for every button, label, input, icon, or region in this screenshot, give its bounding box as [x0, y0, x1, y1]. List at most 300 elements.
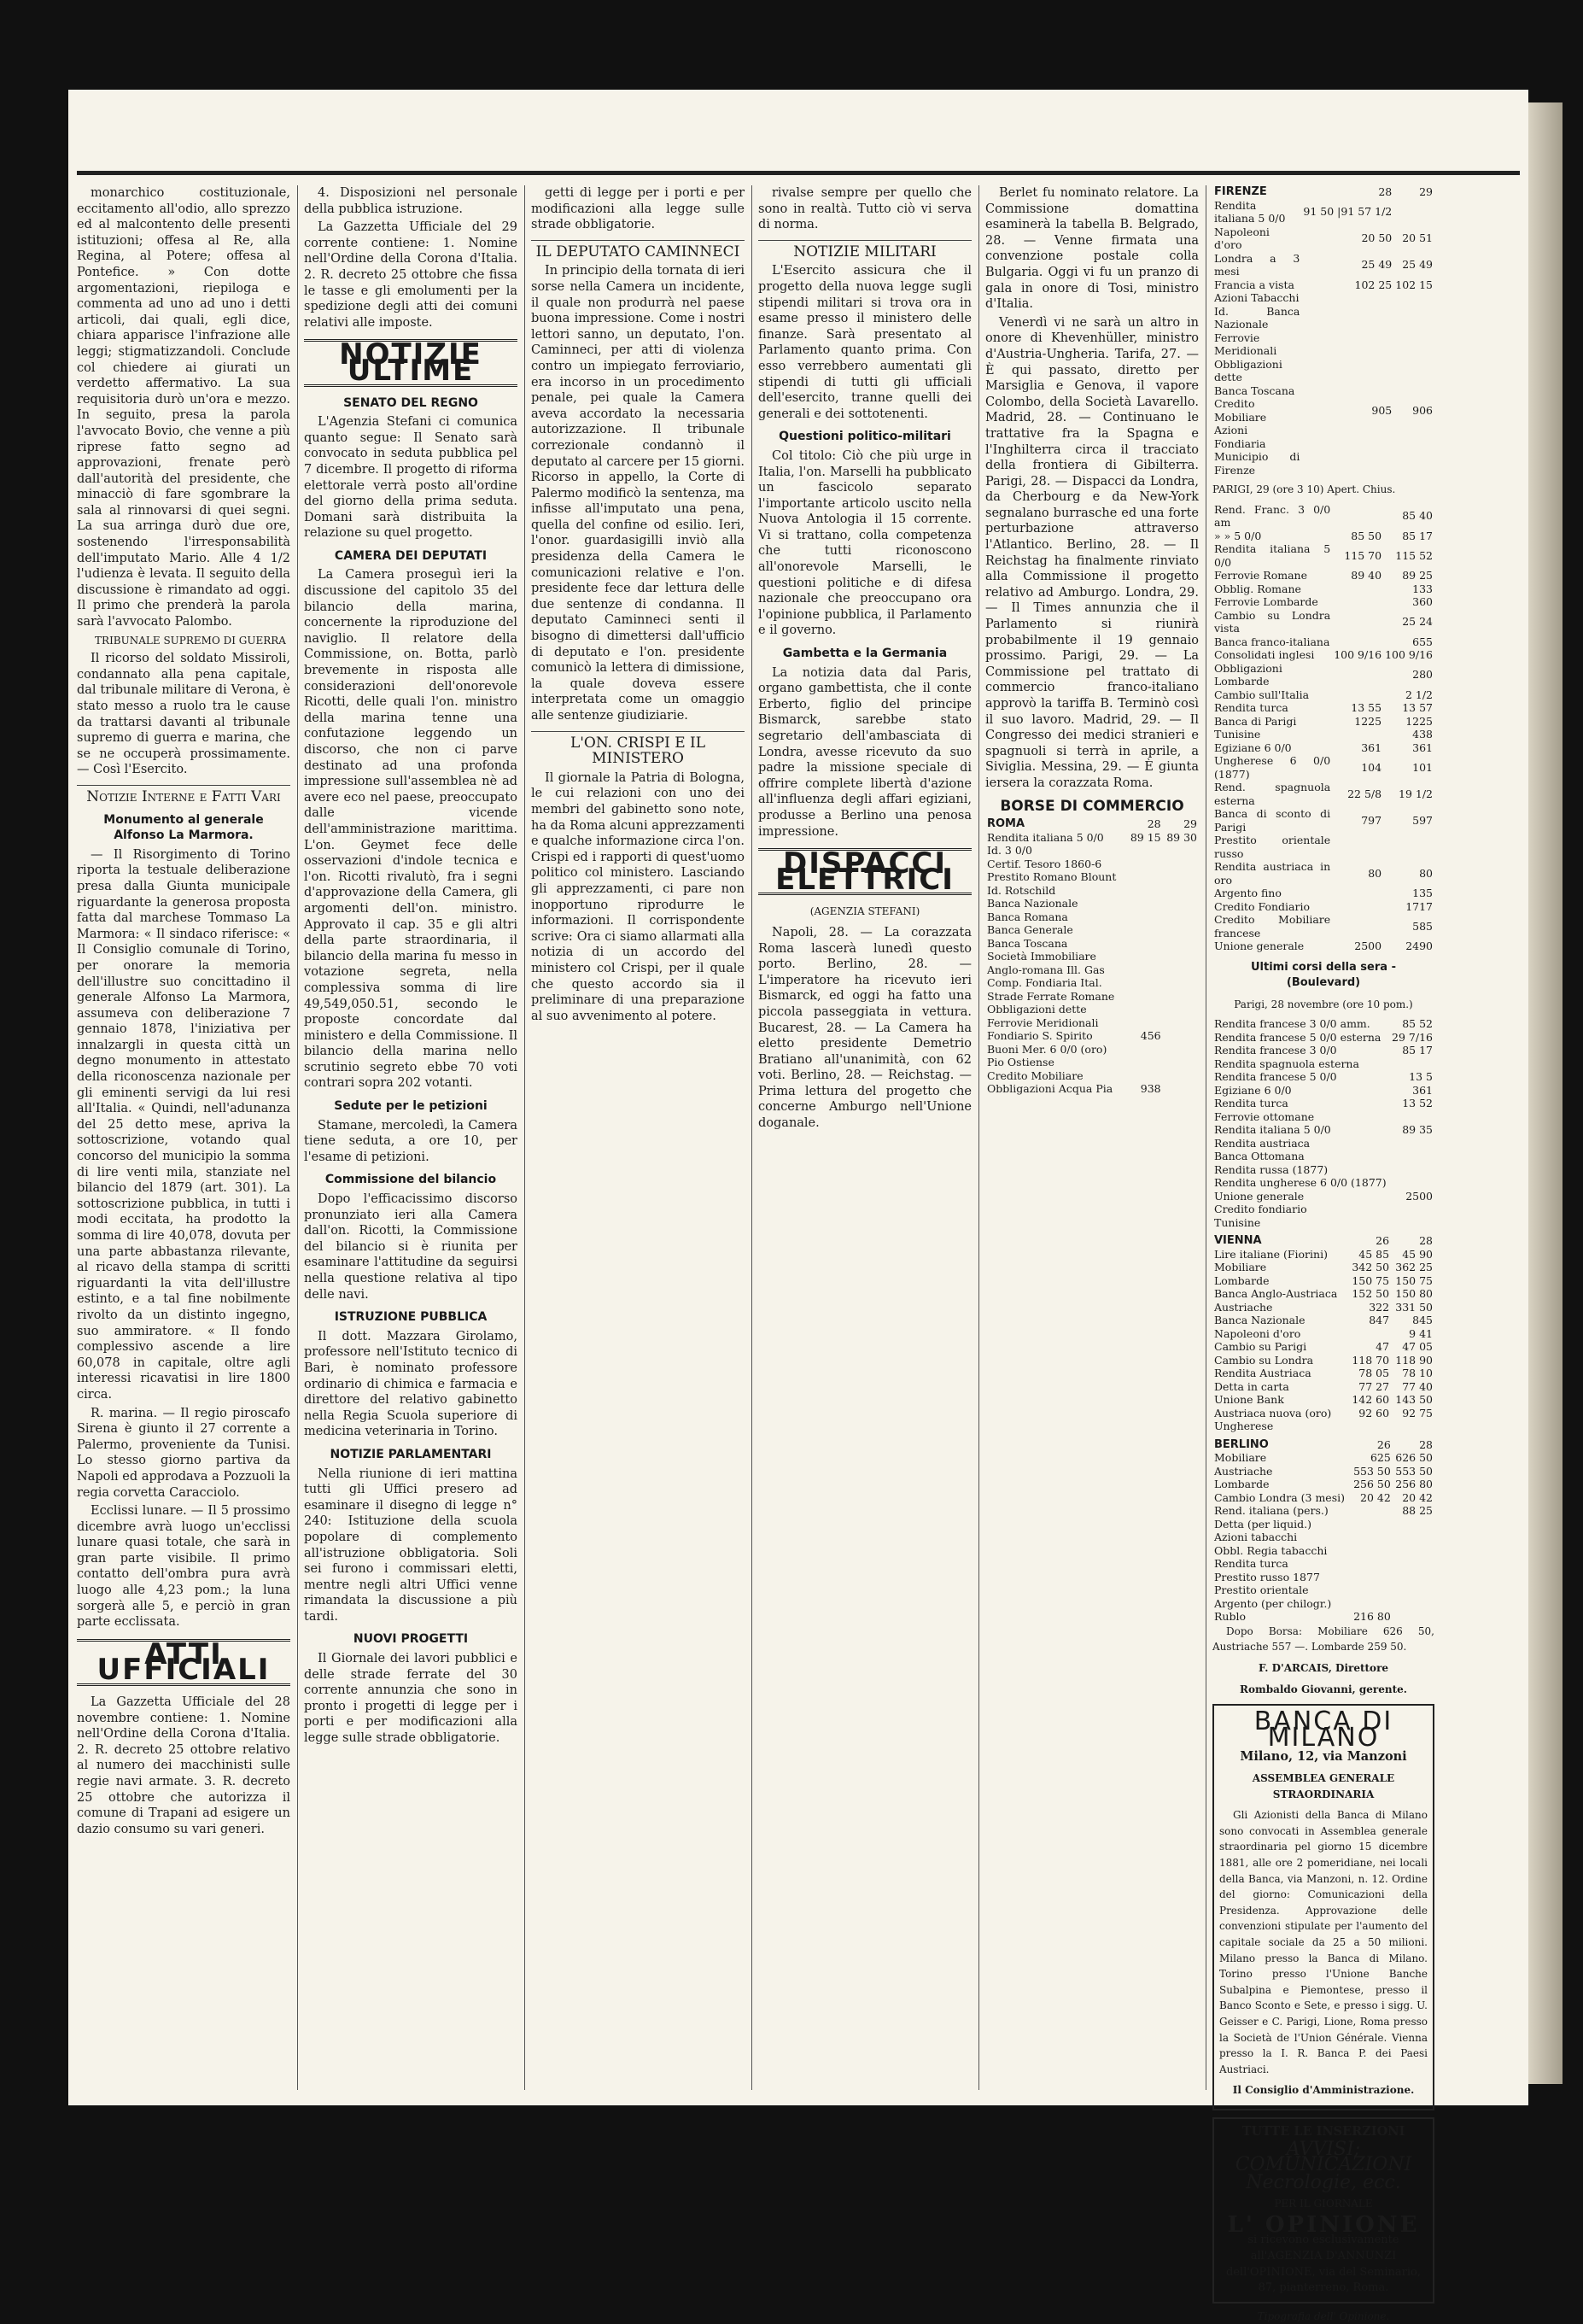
row-value: 626 50 — [1395, 1451, 1433, 1465]
row-label: Rendita austriaca — [1214, 1136, 1311, 1150]
row-value: 280 — [1412, 668, 1433, 682]
row-label: Credito Mobiliare — [1214, 397, 1267, 424]
row-value: 19 1/2 — [1399, 787, 1433, 800]
row-label: Prestito orientale — [1214, 1583, 1309, 1597]
table-date: 26 — [1376, 1234, 1390, 1248]
row-label: Rendita francese 5 0/0 esterna — [1214, 1030, 1381, 1044]
row-value — [1163, 910, 1199, 924]
table-row — [1212, 1367, 1434, 1380]
row-value: 361 — [1412, 1083, 1433, 1097]
row-label: Rendita italiana 5 0/0 — [1214, 1123, 1331, 1137]
table-row — [1212, 530, 1434, 543]
row-value: 322 — [1369, 1300, 1390, 1314]
banca-title: BANCA DI MILANO — [1253, 1706, 1393, 1753]
col2-bilancio-text: Dopo l'efficacissimo discorso pronunziato ieri alla Camera dall'on. Ricotti, la Commissione del bilancio si è riunita per esaminare l'attitudine da seguirsi nella questione relativa al tipo delle navi. — [304, 1192, 517, 1302]
table-row — [1212, 1287, 1434, 1301]
banca-address: Milano, 12, via Manzoni — [1240, 1749, 1407, 1765]
ultimi-corsi-date: Parigi, 28 novembre (ore 10 pom.) — [1234, 998, 1413, 1010]
row-value — [1332, 728, 1383, 741]
row-value: 13 57 — [1402, 701, 1433, 715]
table-row — [1212, 1017, 1434, 1031]
row-value: 553 50 — [1395, 1464, 1433, 1478]
row-value: 597 — [1412, 813, 1433, 827]
table-row — [1212, 1216, 1434, 1230]
table-row — [1212, 1261, 1434, 1274]
row-value: 20 42 — [1360, 1490, 1391, 1504]
col1-marina-text: R. marina. — Il regio piroscafo Sirena è giunto il 27 corrente a Palermo, proveniente da Tunisi. Lo stesso giorno partiva da Napoli ed approdava a Pozzuoli la regia corvetta Caracciolo. — [77, 1406, 290, 1500]
row-value — [1301, 384, 1393, 398]
table-row — [1212, 728, 1434, 741]
table-row — [1212, 900, 1434, 914]
row-value: 77 40 — [1402, 1379, 1433, 1393]
row-value: 20 50 — [1361, 231, 1393, 245]
table-row — [1212, 1518, 1434, 1531]
row-label: Obbligazioni dette — [1214, 357, 1282, 383]
col2-senato-text: L'Agenzia Stefani ci comunica quanto segue: Il Senato sarà convocato in seduta pubblica pel 7 dicembre. Il progetto di riforma elettorale verrà posto all'ordine del giorno della prima seduta. Domani sarà distribuita la relazione su quel progetto. — [304, 415, 517, 541]
row-value — [1126, 858, 1162, 871]
row-label: Prestito Romano Blount — [987, 870, 1117, 884]
row-label: Egiziane 6 0/0 — [1214, 1083, 1292, 1097]
row-value — [1126, 870, 1162, 884]
row-label: Azioni Tabacchi — [1214, 291, 1300, 304]
row-value — [1393, 331, 1434, 358]
row-value — [1301, 291, 1393, 305]
row-label: Obbligazioni Lombarde — [1214, 661, 1282, 688]
row-value: 456 — [1140, 1029, 1161, 1043]
row-value: 100 9/16 — [1334, 648, 1382, 662]
row-label: Credito Mobiliare francese — [1214, 913, 1331, 940]
deputato-heading: IL DEPUTATO CAMINNECI — [531, 240, 745, 260]
row-value — [1332, 635, 1383, 649]
row-value — [1163, 990, 1199, 1004]
notizie-militari-heading: NOTIZIE MILITARI — [758, 240, 972, 260]
row-label: Banca Toscana — [1214, 383, 1295, 397]
row-value — [1390, 1110, 1434, 1124]
row-label: Credito fondiario — [1214, 1203, 1307, 1216]
table-row — [1212, 278, 1434, 292]
table-row — [985, 1056, 1199, 1069]
row-value: 89 35 — [1402, 1123, 1433, 1137]
table-row — [1212, 1123, 1434, 1137]
col2-camera-text: La Camera proseguì ieri la discussione del capitolo 35 del bilancio della marina, concernente la riproduzione del naviglio. Il relatore della Commissione, on. Botta, parlò brevemente in risposta alle considerazioni dell'onorevole Ricotti, delle quali l'on. ministro della marina tenne una confutazione leggendo un discorso, che non ci parve destinato ad una profonda impressione sull'assemblea nè ad avere eco nel paese, preoccupato dalle vicende dell'amministrazione marittima. L'on. Geymet fece delle osservazioni d'indole tecnica e l'on. Ricotti rivalutò, fra i segni d'approvazione della Camera, gli argomenti dell'on. ministro. Approvato il cap. 35 e gli altri della parte straordinaria, il bilancio della marina fu messo in votazione segreta, nella complessiva somma di lire 49,549,050.51, secondo le proposte concordate dal ministero e della Commissione. Il bilancio della marina nello scrutinio segreto ebbe 70 voti contrari sopra 202 votanti. — [304, 568, 517, 1091]
row-label: Azioni Fondiaria — [1214, 424, 1266, 450]
inserzioni-avvisi: AVVISI; COMUNICAZIONI — [1235, 2138, 1412, 2176]
inserzioni-per: PER IL GIORNALE — [1274, 2198, 1373, 2210]
col3-crispi-text: Il giornale la Patria di Bologna, le cui relazioni con uno dei membri del gabinetto sono note, ha da Roma alcuni apprezzamenti e qualche informazione circa l'on. Crispi ed i rapporti di quest'uomo politico col ministero. Lasciando gli apprezzamenti, ci pare non inopportuno riprodurre le informazioni. Il corrispondente scrive: Ora ci siamo allarmati alla notizia di un accordo del ministero col Crispi, per il quale che questo accordo sia il preliminare di una preparazione al suo avvenimento al potere. — [531, 770, 745, 1023]
row-label: Tunisine — [1214, 728, 1261, 741]
col2-parlamentari-text: Nella riunione di ieri mattina tutti gli Uffici presero ad esaminare il disegno di legge n° 240: Istituzione della scuola popolare di complemento all'istruzione obbligatoria. Soli sei furono i commissari eletti, mentre negli altri Uffici venne rimandata la discussione a più tardi. — [304, 1466, 517, 1624]
row-label: Rendita Austriaca — [1214, 1367, 1311, 1380]
row-label: Austriaca nuova (oro) — [1214, 1406, 1332, 1420]
row-value: 1225 — [1354, 714, 1382, 728]
gerente: Rombaldo Giovanni, gerente. — [1240, 1683, 1407, 1695]
table-row — [1212, 1491, 1434, 1505]
opinione-title: L' OPINIONE — [1227, 2211, 1420, 2238]
row-value — [1351, 1597, 1393, 1611]
table-row — [1212, 834, 1434, 860]
row-value: 797 — [1361, 813, 1382, 827]
row-value — [1393, 358, 1434, 384]
row-value — [1163, 937, 1199, 951]
table-row — [985, 870, 1199, 884]
row-label: Tunisine — [1214, 1215, 1261, 1229]
table-row — [1212, 397, 1434, 424]
table-row — [1212, 1031, 1434, 1045]
row-value: 47 — [1376, 1340, 1390, 1354]
row-label: Lire italiane (Fiorini) — [1214, 1247, 1328, 1261]
col4-gambetta-text: La notizia data dal Paris, organo gambettista, che il conte Erberto, figlio del principe Bismarck, sarebbe stato segretario dell'ambasciata di Londra, avesse ricevuto da suo padre la missione speciale di offrire complete libertà d'azione all'influenza degli affari egiziani, produsse a Berlino una penosa impressione. — [758, 665, 972, 839]
row-label: Rendita spagnuola esterna — [1214, 1057, 1359, 1070]
column-5 — [985, 185, 1199, 2099]
table-row — [1212, 781, 1434, 807]
table-date: 29 — [1183, 817, 1197, 831]
top-rule — [77, 171, 1520, 175]
table-row — [1212, 1110, 1434, 1124]
row-value — [1351, 1504, 1393, 1518]
col5-dispacci-text: Venerdì vi ne sarà un altro in onore di Khevenhüller, ministro d'Austria-Ungheria. Tarifa, 27. — È qui passato, diretto per Marsiglia e Genova, il vapore Colombo, della Società Lavarello. Madrid, 28. — Continuano le trattative fra la Spagna e l'Inghilterra circa il tracciato della frontiera di Gibilterra. Parigi, 28. — Dispacci da Londra, da Cherbourg e da New-York segnalano burrasche ed una forte perturbazione attraverso l'Atlantico. Berlino, 28. — Il Reichstag ha finalmente rinviato alla Commissione il progetto relativo ad Amburgo. Londra, 29. — Il Times annunzia che il Parlamento si riunirà probabilmente il 19 gennaio prossimo. Parigi, 29. — La Commissione pel trattato di commercio franco-italiano approvò la tariffa B. Terminò così il suo lavoro. Madrid, 29. — Il Congresso dei medici stranieri e spagnuoli si terrà in aprile, a Siviglia. Messina, 29. — È giunta iersera la corazzata Roma. — [985, 315, 1199, 790]
row-value: 78 05 — [1358, 1367, 1390, 1380]
row-value: 1225 — [1405, 714, 1433, 728]
table-row — [1212, 1203, 1434, 1216]
row-value: 115 70 — [1344, 548, 1382, 562]
row-label: Banca Generale — [987, 923, 1073, 937]
table-date: 28 — [1147, 817, 1161, 831]
row-label: Rendita russa (1877) — [1214, 1162, 1329, 1176]
row-value — [1301, 424, 1393, 450]
row-label: Rend. italiana (pers.) — [1214, 1504, 1329, 1518]
row-value — [1390, 1057, 1434, 1071]
table-row — [1212, 1137, 1434, 1150]
petizioni-heading: Sedute per le petizioni — [334, 1099, 488, 1114]
row-label: Obbligazioni Acqua Pia — [987, 1082, 1113, 1096]
questioni-heading: Questioni politico-militari — [779, 430, 951, 444]
row-value: 143 50 — [1395, 1393, 1433, 1407]
table-row — [1212, 648, 1434, 662]
borsa-firenze-table — [1212, 185, 1434, 477]
row-value — [1390, 1216, 1434, 1230]
table-row — [1212, 1393, 1434, 1407]
row-value — [1393, 1531, 1434, 1544]
col1-atti-text: La Gazzetta Ufficiale del 28 novembre contiene: 1. Nomine nell'Ordine della Corona d'Italia. 2. R. decreto 25 ottobre relativo al numero dei macchinisti sulle regie navi armate. 3. R. decreto 25 ottobre che autorizza il comune di Trapani ad esigere un dazio consumo su vari generi. — [77, 1695, 290, 1836]
row-label: Ferrovie Meridionali — [987, 1016, 1099, 1029]
table-row — [985, 1003, 1199, 1016]
row-label: Obbligazioni dette — [987, 1003, 1087, 1016]
row-value: 20 51 — [1402, 231, 1433, 245]
row-value — [1351, 1544, 1393, 1558]
table-row — [1212, 424, 1434, 450]
inserzioni-ad — [1212, 2117, 1434, 2304]
row-label: Fondiario S. Spirito — [987, 1029, 1093, 1043]
row-value — [1301, 450, 1393, 477]
row-label: Rendita francese 3 0/0 — [1214, 1044, 1337, 1057]
column-rule — [978, 185, 979, 2090]
row-value — [1332, 887, 1383, 900]
row-value: 118 90 — [1395, 1353, 1433, 1367]
row-value — [1126, 1056, 1162, 1069]
table-date: 29 — [1419, 185, 1433, 198]
table-row — [985, 1082, 1199, 1096]
table-row — [1212, 582, 1434, 596]
row-label: Ferrovie Lombarde — [1214, 595, 1318, 609]
row-label: Ferrovie Romane — [1214, 569, 1307, 582]
row-label: Rendita austriaca in oro — [1214, 860, 1331, 887]
tipografia: Tipografia dell' Opinione. — [1257, 2309, 1390, 2322]
row-value — [1126, 963, 1162, 977]
row-value — [1126, 1069, 1162, 1083]
column-rule — [524, 185, 525, 2090]
row-value: 2490 — [1405, 940, 1433, 953]
table-date: 26 — [1376, 1437, 1391, 1451]
row-label: Id. Rotschild — [987, 883, 1056, 897]
assemblea-text: Gli Azionisti della Banca di Milano sono convocati in Assemblea generale straordinaria pel giorno 15 dicembre 1881, alle ore 2 pomeridiane, nei locali della Banca, via Manzoni, n. 12. Ordine del giorno: Comunicazioni della Presidenza. Approvazione delle convenzioni stipulate per l'aumento del capitale sociale da 25 a 50 milioni. Milano presso la Banca di Milano. Torino presso l'Unione Banche Subalpina e Piemontese, presso il Banco Sconto e Sete, e presso i sigg. U. Geisser e C. Parigi, Lione, Roma presso la Società de l'Union Générale. Vienna presso la I. R. Banca P. dei Paesi Austriaci. — [1219, 1809, 1428, 2075]
col1-trib-heading: TRIBUNALE SUPREMO DI GUERRA — [95, 634, 286, 647]
row-label: Pio Ostiense — [987, 1056, 1054, 1069]
row-value: 85 52 — [1402, 1017, 1433, 1031]
row-value — [1383, 834, 1434, 860]
row-value: 150 75 — [1395, 1273, 1433, 1287]
row-value — [1393, 291, 1434, 305]
row-value — [1126, 1043, 1162, 1057]
table-row — [1212, 199, 1434, 225]
table-row — [1212, 860, 1434, 887]
row-value: 101 — [1412, 760, 1433, 774]
table-row — [1212, 1544, 1434, 1558]
table-row — [1212, 1314, 1434, 1327]
column-rule — [751, 185, 752, 2090]
assemblea-heading: ASSEMBLEA GENERALE STRAORDINARIA — [1252, 1772, 1395, 1800]
ultimi-corsi-heading: Ultimi corsi della sera - (Boulevard) — [1251, 960, 1396, 990]
row-value — [1163, 897, 1199, 910]
senato-heading: SENATO DEL REGNO — [343, 395, 478, 410]
dopo-borsa: Dopo Borsa: Mobiliare 626 50, Austriache 557 —. Lombarde 259 50. — [1212, 1624, 1434, 1654]
table-row — [1212, 913, 1434, 940]
row-value: 47 05 — [1402, 1340, 1433, 1354]
col4-militari-text: L'Esercito assicura che il progetto della nuova legge sugli stipendi militari si trova ora in esame presso il ministero delle finanze. Sarà presentato al Parlamento quanto prima. Con esso verrebbero aumentati gli stipendi di tutti gli ufficiali dell'esercito, tranne quelli dei generali e dei sottotenenti. — [758, 264, 972, 421]
row-value: 22 5/8 — [1347, 787, 1382, 800]
row-label: Austriache — [1214, 1300, 1273, 1314]
column-4 — [758, 185, 972, 2099]
row-value — [1390, 1137, 1434, 1150]
row-value: 45 85 — [1358, 1247, 1390, 1261]
row-label: Detta in carta — [1214, 1379, 1289, 1393]
row-value — [1393, 1597, 1434, 1611]
nuovi-progetti-heading: NUOVI PROGETTI — [353, 1632, 469, 1647]
table-row — [1212, 1057, 1434, 1071]
row-value: 585 — [1412, 919, 1433, 933]
row-label: Detta (per liquid.) — [1214, 1517, 1312, 1531]
row-label: Banca Romana — [987, 910, 1068, 923]
row-value: 92 75 — [1402, 1406, 1433, 1420]
row-value — [1126, 923, 1162, 937]
row-label: Londra a 3 mesi — [1214, 251, 1300, 278]
row-value: 256 50 — [1353, 1478, 1391, 1491]
column-2 — [304, 185, 517, 2099]
row-label: Banca Toscana — [987, 936, 1068, 950]
table-row — [1212, 807, 1434, 834]
table-row — [985, 1043, 1199, 1057]
row-value — [1393, 1571, 1434, 1584]
row-value: 2 1/2 — [1405, 688, 1433, 701]
table-row — [1212, 1044, 1434, 1057]
table-row — [1212, 887, 1434, 900]
row-label: Ferrovie Meridionali — [1214, 331, 1277, 357]
row-value: 13 5 — [1409, 1070, 1433, 1084]
table-row — [1212, 1301, 1434, 1314]
row-value: 216 80 — [1353, 1610, 1391, 1624]
consiglio: Il Consiglio d'Amministrazione. — [1232, 2084, 1415, 2097]
col2-progetti-text: Il Giornale dei lavori pubblici e delle strade ferrate del 30 corrente annunzia che sono in pronto i progetti di legge per i porti e per modificazioni alla legge sulle strade obbligatorie. — [304, 1652, 517, 1746]
row-label: Rendita turca — [1214, 1557, 1288, 1571]
row-value — [1351, 1583, 1393, 1597]
col1-trib-text: Il ricorso del soldato Missiroli, condannato alla pena capitale, dal tribunale militare di Verona, è stato messo a ruolo tra le cause da trattarsi davanti al tribunale supremo di guerra e marina, che se ne occuperà prossimamente. — Così l'Esercito. — [77, 652, 290, 777]
table-row — [1212, 595, 1434, 609]
table-city: BERLINO — [1214, 1437, 1269, 1451]
row-label: Municipio di Firenze — [1214, 450, 1300, 477]
table-row — [1212, 1610, 1434, 1624]
table-row — [1212, 715, 1434, 729]
row-label: Strade Ferrate Romane — [987, 989, 1115, 1003]
table-row — [1212, 1451, 1434, 1465]
row-value — [1163, 884, 1199, 898]
row-value — [1332, 609, 1383, 635]
row-value: 91 50 |91 57 1/2 — [1303, 205, 1393, 219]
row-value — [1393, 450, 1434, 477]
row-value — [1126, 976, 1162, 990]
row-value — [1347, 1420, 1391, 1433]
row-value: 845 — [1412, 1314, 1433, 1327]
row-label: Banca Anglo-Austriaca — [1214, 1287, 1338, 1301]
row-value: 85 40 — [1402, 509, 1433, 523]
row-value: 142 60 — [1352, 1393, 1390, 1407]
table-row — [1212, 662, 1434, 688]
table-row — [1212, 1340, 1434, 1354]
row-value — [1126, 910, 1162, 924]
col1-eclissi-text: Ecclissi lunare. — Il 5 prossimo dicembre avrà luogo un'ecclissi lunare quasi totale, che sarà in gran parte visibile. Il primo contatto dell'ombra pura avrà luogo alle 4,23 pom.; la luna sorgerà alle 5, e perciò in gran parte ecclissata. — [77, 1504, 290, 1630]
notizie-parlamentari-heading: NOTIZIE PARLAMENTARI — [330, 1447, 492, 1461]
col4-questioni-text: Col titolo: Ciò che più urge in Italia, l'on. Marselli ha pubblicato un fascicolo separato l'importante articolo uscito nella Nuova Antologia il 15 corrente. Vi si trattano, colla competenza che tutti riconoscono all'onorevole Marselli, le questioni politiche e di difesa nazionale che preoccupano ora l'opinione pubblica, il Parlamento e il governo. — [758, 448, 972, 638]
table-row — [1212, 688, 1434, 702]
table-row — [985, 1069, 1199, 1083]
row-label: Argento fino — [1214, 887, 1282, 900]
gambetta-heading: Gambetta e la Germania — [782, 647, 948, 661]
row-label: Ferrovie ottomane — [1214, 1109, 1315, 1123]
row-value — [1332, 900, 1383, 914]
row-value — [1332, 834, 1383, 860]
row-label: Obbl. Regia tabacchi — [1214, 1543, 1328, 1557]
table-row — [1212, 1327, 1434, 1341]
row-value: 85 17 — [1402, 1044, 1433, 1057]
row-label: Comp. Fondiaria Ital. — [987, 976, 1102, 990]
table-row — [985, 923, 1199, 937]
row-value — [1163, 1016, 1199, 1030]
row-label: Cambio su Londra — [1214, 1353, 1314, 1367]
row-value: 625 — [1370, 1451, 1391, 1465]
col2-petizioni-text: Stamane, mercoledì, la Camera tiene seduta, a ore 10, per l'esame di petizioni. — [304, 1118, 517, 1164]
table-row — [1212, 1465, 1434, 1478]
row-value — [1163, 1043, 1199, 1057]
table-row — [1212, 1504, 1434, 1518]
row-value — [1332, 582, 1383, 596]
row-value: 25 24 — [1402, 615, 1433, 629]
table-row — [985, 884, 1199, 898]
atti-ufficiali-heading: ATTI UFFICIALI — [77, 1639, 290, 1686]
istruzione-heading: ISTRUZIONE PUBBLICA — [334, 1310, 488, 1325]
table-row — [985, 976, 1199, 990]
row-value — [1163, 1082, 1199, 1096]
table-row — [1212, 635, 1434, 649]
row-value: 78 10 — [1402, 1367, 1433, 1380]
row-value — [1163, 923, 1199, 937]
row-value: 89 40 — [1351, 569, 1382, 582]
row-value — [1332, 913, 1383, 940]
row-value: 102 25 — [1354, 278, 1393, 291]
row-value: 135 — [1412, 887, 1433, 900]
table-date: 28 — [1419, 1437, 1433, 1451]
row-value — [1126, 1003, 1162, 1016]
row-value: 2500 — [1405, 1189, 1433, 1203]
row-value — [1347, 1327, 1391, 1341]
table-row — [1212, 940, 1434, 953]
borsa-vienna-table — [1212, 1234, 1434, 1433]
row-value — [1393, 424, 1434, 450]
row-value — [1390, 1150, 1434, 1163]
column-1 — [77, 185, 290, 2099]
notizie-ultime-heading: NOTIZIE ULTIME — [304, 339, 517, 386]
row-value: 361 — [1361, 741, 1382, 754]
row-value: 342 50 — [1352, 1261, 1390, 1274]
row-label: » » 5 0/0 — [1214, 529, 1262, 542]
table-row — [1212, 1248, 1434, 1262]
row-value: 80 — [1368, 866, 1382, 880]
table-row — [985, 1016, 1199, 1030]
row-label: Egiziane 6 0/0 — [1214, 741, 1292, 754]
row-value: 256 80 — [1395, 1478, 1433, 1491]
table-row — [1212, 291, 1434, 305]
row-value — [1126, 937, 1162, 951]
row-label: Rendita italiana 5 0/0 — [987, 830, 1104, 844]
row-value: 13 52 — [1402, 1097, 1433, 1110]
row-label: Rublo — [1214, 1610, 1246, 1624]
row-value: 360 — [1412, 595, 1433, 609]
row-label: Banca Nazionale — [1214, 1314, 1306, 1327]
row-value: 89 15 — [1130, 830, 1161, 844]
row-value — [1126, 884, 1162, 898]
row-label: Banca franco-italiana — [1214, 635, 1330, 648]
table-row — [985, 990, 1199, 1004]
table-city: VIENNA — [1214, 1234, 1262, 1248]
table-row — [1212, 741, 1434, 755]
table-row — [1212, 1070, 1434, 1084]
row-value — [1393, 1610, 1434, 1624]
row-value — [1301, 305, 1393, 331]
row-value — [1163, 870, 1199, 884]
col4-intro: rivalse sempre per quello che sono in realtà. Tutto ciò vi serva di norma. — [758, 186, 972, 232]
table-row — [1212, 331, 1434, 358]
row-value — [1351, 1571, 1393, 1584]
row-value: 20 42 — [1402, 1490, 1433, 1504]
row-value: 150 75 — [1352, 1273, 1390, 1287]
row-label: Rendita italiana 5 0/0 — [1214, 542, 1331, 569]
table-row — [1212, 358, 1434, 384]
row-label: Banca di sconto di Parigi — [1214, 807, 1331, 834]
row-value: 89 25 — [1402, 569, 1433, 582]
row-label: Unione generale — [1214, 940, 1305, 953]
row-value: 152 50 — [1352, 1287, 1390, 1301]
table-row — [1212, 384, 1434, 398]
table-row — [1212, 503, 1434, 530]
col5-intro: Berlet fu nominato relatore. La Commissione domattina esaminerà la tabella B. Belgrado, 28. — Venne firmata una convenzione postale colla Bulgaria. Oggi vi fu un pranzo di gala in onore di Tosi, ministro d'Italia. — [985, 186, 1199, 312]
inserzioni-necrologie: Necrologie, ecc. — [1246, 2171, 1401, 2193]
